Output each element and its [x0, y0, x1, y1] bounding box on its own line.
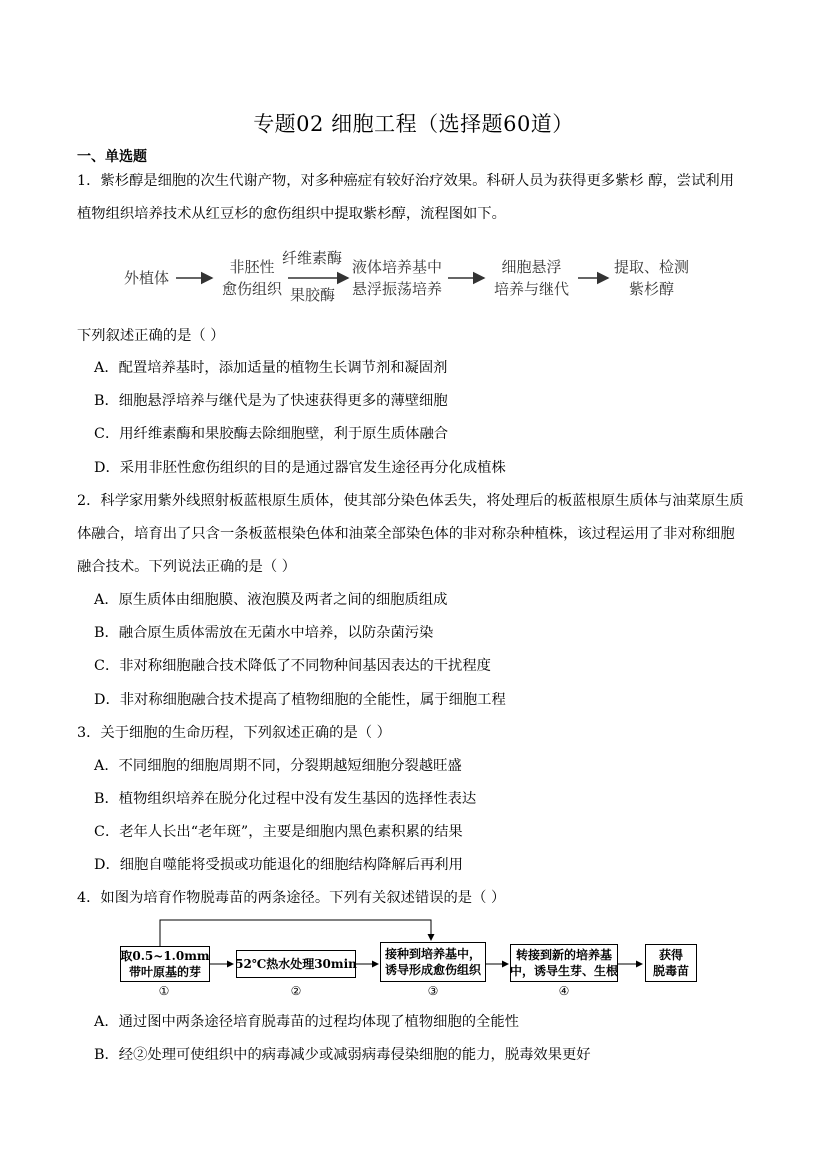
q4-option-b: B．经②处理可使组织中的病毒减少或减弱病毒侵染细胞的能力，脱毒效果更好 [94, 1047, 591, 1063]
flow-step-extract-line2: 紫杉醇 [629, 280, 675, 298]
q1-option-c: C．用纤维素酶和果胶酶去除细胞壁，利于原生质体融合 [94, 426, 449, 442]
q1-flowchart [120, 250, 720, 308]
flow-box-transfer-line1: 转接到新的培养基 [516, 948, 613, 962]
flow-num-4: ④ [558, 984, 570, 998]
flow-arrow-label-cellulase: 纤维素酶 [282, 249, 343, 267]
q2-stem-line-3: 融合技术。下列说法正确的是（ ） [77, 559, 296, 575]
flow-box-bud-line2: 带叶原基的芽 [128, 965, 201, 979]
flow-num-1: ① [158, 984, 170, 998]
q3-stem: 3．关于细胞的生命历程，下列叙述正确的是（ ） [77, 725, 391, 741]
flow-step-extract [614, 256, 689, 300]
flow-step-suspension-line1: 细胞悬浮 [501, 258, 562, 276]
flow-step-extract-line1: 提取、检测 [614, 258, 690, 276]
q3-option-d: D．细胞自噬能将受损或功能退化的细胞结构降解后再利用 [94, 857, 463, 873]
flow-step-liquid-culture [352, 256, 442, 300]
q2-option-c: C．非对称细胞融合技术降低了不同物种间基因表达的干扰程度 [94, 658, 491, 674]
q4-option-a: A．通过图中两条途径培育脱毒苗的过程均体现了植物细胞的全能性 [94, 1014, 519, 1030]
flow-num-2: ② [290, 984, 302, 998]
flow-box-result-line2: 脱毒苗 [652, 964, 689, 978]
flow-step-callus-line2: 愈伤组织 [222, 280, 283, 298]
flow-box-bud-line1: 取0.5~1.0mm [120, 949, 210, 963]
page-title: 专题02 细胞工程（选择题60道） [253, 112, 574, 136]
section-heading: 一、单选题 [77, 149, 147, 165]
flow-box-bud [120, 946, 210, 982]
flow-step-callus [222, 256, 282, 300]
q2-stem-line-2: 体融合，培育出了只含一条板蓝根染色体和油菜全部染色体的非对称杂种植株，该过程运用了非对称细胞 [77, 526, 735, 542]
flow-box-callus-line2: 诱导形成愈伤组织 [384, 963, 481, 977]
q3-option-c: C．老年人长出“老年斑”，主要是细胞内黑色素积累的结果 [94, 824, 463, 840]
q2-option-b: B．融合原生质体需放在无菌水中培养，以防杂菌污染 [94, 625, 434, 641]
q1-option-a: A．配置培养基时，添加适量的植物生长调节剂和凝固剂 [94, 360, 448, 376]
flow-box-heat: 52℃热水处理30min [236, 950, 356, 978]
q1-question: 下列叙述正确的是（ ） [77, 328, 225, 344]
q2-option-a: A．原生质体由细胞膜、液泡膜及两者之间的细胞质组成 [94, 592, 448, 608]
q1-stem-line-1: 1．紫杉醇是细胞的次生代谢产物，对多种癌症有较好治疗效果。科研人员为获得更多紫杉 醇，尝试利用 [77, 173, 734, 189]
flow-box-callus [380, 942, 486, 982]
q4-stem: 4．如图为培育作物脱毒苗的两条途径。下列有关叙述错误的是（ ） [77, 890, 506, 906]
flow-box-callus-line1: 接种到培养基中， [384, 947, 481, 961]
flow-num-3: ③ [427, 984, 439, 998]
q2-stem-line-1: 2．科学家用紫外线照射板蓝根原生质体，使其部分染色体丢失，将处理后的板蓝根原生质体与油菜原生质 [77, 493, 744, 509]
q4-flowchart [118, 914, 703, 1000]
flow-box-result-line1: 获得 [658, 948, 683, 962]
flow-box-transfer [510, 944, 618, 982]
flow-step-suspension-line2: 培养与继代 [494, 280, 570, 298]
flow-box-result [645, 944, 697, 982]
q3-option-b: B．植物组织培养在脱分化过程中没有发生基因的选择性表达 [94, 791, 477, 807]
flow-step-suspension [494, 256, 569, 300]
q1-stem-line-2: 植物组织培养技术从红豆杉的愈伤组织中提取紫杉醇，流程图如下。 [77, 206, 506, 222]
q2-option-d: D．非对称细胞融合技术提高了植物细胞的全能性，属于细胞工程 [94, 692, 506, 708]
flow-step-liquid-line2: 悬浮振荡培养 [352, 280, 443, 298]
flow-box-transfer-line2: 中，诱导生芽、生根 [510, 964, 619, 978]
q1-option-b: B．细胞悬浮培养与继代是为了快速获得更多的薄壁细胞 [94, 393, 448, 409]
flow-step-callus-line1: 非胚性 [229, 258, 275, 276]
flow-step-liquid-line1: 液体培养基中 [352, 258, 443, 276]
q1-option-d: D．采用非胚性愈伤组织的目的是通过器官发生途径再分化成植株 [94, 460, 506, 476]
q3-option-a: A．不同细胞的细胞周期不同，分裂期越短细胞分裂越旺盛 [94, 758, 462, 774]
flow-step-explant: 外植体 [124, 269, 170, 287]
flow-arrow-label-pectinase: 果胶酶 [290, 286, 336, 304]
